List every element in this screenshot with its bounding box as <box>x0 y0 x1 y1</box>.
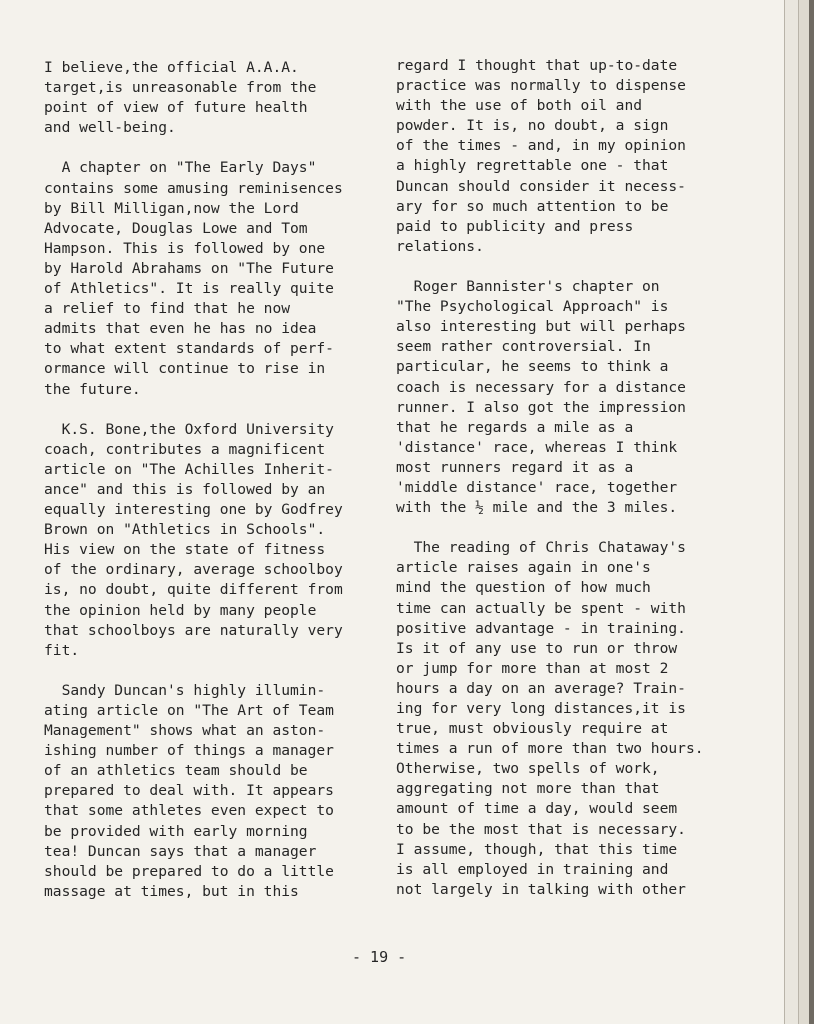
text-line: of the ordinary, average schoolboy <box>44 561 343 579</box>
paragraph <box>44 58 343 138</box>
text-line: K.S. Bone,the Oxford University <box>44 420 334 438</box>
text-line: is, no doubt, quite different from <box>44 581 343 599</box>
text-line: ary for so much attention to be <box>396 197 669 215</box>
text-line: Management" shows what an aston- <box>44 722 326 740</box>
text-line: Hampson. This is followed by one <box>44 239 326 257</box>
text-line: be provided with early morning <box>44 822 308 840</box>
text-line: point of view of future health <box>44 99 308 117</box>
text-line: ormance will continue to rise in <box>44 360 326 378</box>
text-line: a relief to find that he now <box>44 300 291 318</box>
text-line: Roger Bannister's chapter on <box>396 278 660 296</box>
text-line: The reading of Chris Chataway's <box>396 539 686 557</box>
paragraph <box>396 538 704 900</box>
text-line: prepared to deal with. It appears <box>44 782 334 800</box>
text-line: of an athletics team should be <box>44 762 308 780</box>
text-line: of the times - and, in my opinion <box>396 137 686 155</box>
text-line: to be the most that is necessary. <box>396 820 686 838</box>
text-line: contains some amusing reminisences <box>44 179 343 197</box>
text-line: the opinion held by many people <box>44 601 317 619</box>
paragraph-gap <box>44 400 343 420</box>
text-line: article on "The Achilles Inherit- <box>44 460 334 478</box>
text-line: I assume, though, that this time <box>396 840 678 858</box>
text-line: His view on the state of fitness <box>44 541 326 559</box>
text-line: hours a day on an average? Train- <box>396 679 686 697</box>
text-line: particular, he seems to think a <box>396 358 669 376</box>
text-line: Brown on "Athletics in Schools". <box>44 521 326 539</box>
text-line: is all employed in training and <box>396 860 669 878</box>
text-line: target,is unreasonable from the <box>44 79 317 97</box>
text-line: Sandy Duncan's highly illumin- <box>44 681 326 699</box>
text-line: ing for very long distances,it is <box>396 700 686 717</box>
text-line: Is it of any use to run or throw <box>396 639 678 657</box>
text-line: Otherwise, two spells of work, <box>396 760 660 778</box>
text-line: paid to publicity and press <box>396 217 634 235</box>
text-line: a highly regrettable one - that <box>396 157 669 175</box>
text-line: or jump for more than at most 2 <box>396 659 669 677</box>
text-line: ating article on "The Art of Team <box>44 702 334 719</box>
text-line: should be prepared to do a little <box>44 862 334 880</box>
text-line: that schoolboys are naturally very <box>44 621 343 639</box>
text-line: ance" and this is followed by an <box>44 480 326 498</box>
text-line: Duncan should consider it necess- <box>396 177 686 195</box>
text-line: coach, contributes a magnificent <box>44 440 326 458</box>
text-line: aggregating not more than that <box>396 780 660 798</box>
paragraph-gap <box>396 518 704 538</box>
text-line: time can actually be spent - with <box>396 599 686 617</box>
paragraph-gap <box>44 138 343 158</box>
text-line: also interesting but will perhaps <box>396 318 686 336</box>
text-line: mind the question of how much <box>396 579 651 597</box>
text-line: times a run of more than two hours. <box>396 740 704 758</box>
text-line: article raises again in one's <box>396 559 651 577</box>
text-line: runner. I also got the impression <box>396 398 686 416</box>
page-number: - 19 - <box>352 948 407 966</box>
paragraph <box>44 420 343 661</box>
text-line: 'distance' race, whereas I think <box>396 438 678 456</box>
paragraph <box>44 681 343 902</box>
text-line: relations. <box>396 237 484 255</box>
paragraph-gap <box>44 661 343 681</box>
text-line: with the use of both oil and <box>396 97 643 115</box>
text-line: Advocate, Douglas Lowe and Tom <box>44 219 308 237</box>
text-line: to what extent standards of perf- <box>44 340 334 358</box>
text-line: equally interesting one by Godfrey <box>44 501 343 519</box>
text-line: I believe,the official A.A.A. <box>44 59 299 76</box>
text-line: that some athletes even expect to <box>44 802 334 820</box>
text-line: and well-being. <box>44 119 176 137</box>
text-line: most runners regard it as a <box>396 458 634 476</box>
text-line: 'middle distance' race, together <box>396 478 678 496</box>
text-line: powder. It is, no doubt, a sign <box>396 117 669 135</box>
text-line: regard I thought that up-to-date <box>396 57 678 74</box>
text-line: "The Psychological Approach" is <box>396 298 669 316</box>
text-line: by Harold Abrahams on "The Future <box>44 259 334 277</box>
underlying-page-edge <box>784 0 799 1024</box>
paragraph <box>396 277 704 518</box>
text-line: seem rather controversial. In <box>396 338 651 356</box>
text-line: admits that even he has no idea <box>44 320 317 338</box>
text-line: not largely in talking with other <box>396 880 686 898</box>
text-line: tea! Duncan says that a manager <box>44 842 317 860</box>
text-line: fit. <box>44 641 80 659</box>
text-line: with the ½ mile and the 3 miles. <box>396 499 678 517</box>
text-line: A chapter on "The Early Days" <box>44 159 317 177</box>
text-line: by Bill Milligan,now the Lord <box>44 199 299 217</box>
underlying-page-edge-2 <box>798 0 809 1024</box>
text-line: ishing number of things a manager <box>44 742 334 760</box>
text-line: massage at times, but in this <box>44 882 299 900</box>
text-line: positive advantage - in training. <box>396 619 686 637</box>
paragraph-gap <box>396 257 704 277</box>
text-line: amount of time a day, would seem <box>396 800 678 818</box>
left-text-column <box>44 58 343 902</box>
right-text-column <box>396 56 704 900</box>
text-line: true, must obviously require at <box>396 720 669 738</box>
text-line: that he regards a mile as a <box>396 418 634 436</box>
text-line: of Athletics". It is really quite <box>44 280 334 298</box>
text-line: practice was normally to dispense <box>396 77 686 95</box>
text-line: the future. <box>44 380 141 398</box>
paragraph <box>396 56 704 257</box>
text-line: coach is necessary for a distance <box>396 378 686 396</box>
paragraph <box>44 158 343 399</box>
